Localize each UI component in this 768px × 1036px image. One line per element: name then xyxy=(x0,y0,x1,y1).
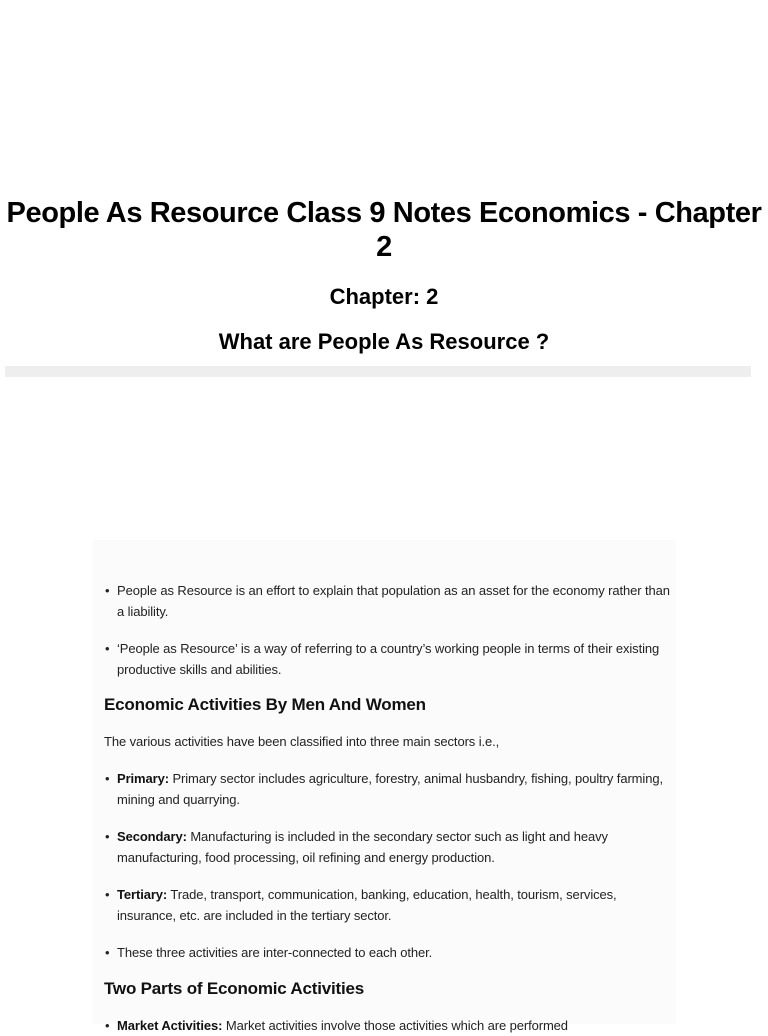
sector-bullet-tertiary xyxy=(105,884,673,926)
question-heading: What are People As Resource ? xyxy=(218,329,550,354)
sector-term: Secondary: xyxy=(117,829,187,844)
sector-bullet-secondary xyxy=(105,826,673,868)
sector-bullet-interconnected: • These three activities are inter-connected to each other. xyxy=(105,942,673,963)
intro-bullet-1: • People as Resource is an effort to explain that population as an asset for the economy rather than a liability. xyxy=(105,580,673,622)
intro-bullet-2: • ‘People as Resource’ is a way of referring to a country’s working people in terms of their existing productive skills and abilities. xyxy=(105,638,673,680)
activity-bullet-market xyxy=(105,1015,673,1036)
sector-description: Primary sector includes agriculture, forestry, animal husbandry, fishing, poultry farming, mining and quarrying. xyxy=(117,771,663,807)
sector-description: Trade, transport, communication, banking, education, health, tourism, services, insurance, etc. are included in the tertiary sector. xyxy=(117,887,617,923)
page-title: People As Resource Class 9 Notes Economics - Chapter 2 xyxy=(6,197,762,263)
sectors-intro-text: The various activities have been classified into three main sectors i.e., xyxy=(104,734,500,749)
activity-term: Market Activities: xyxy=(117,1018,223,1033)
section-heading-two-parts: Two Parts of Economic Activities xyxy=(104,979,364,998)
sector-bullet-primary xyxy=(105,768,673,810)
chapter-label: Chapter: 2 xyxy=(329,284,439,309)
divider-band xyxy=(5,366,751,377)
sector-term: Primary: xyxy=(117,771,169,786)
section-heading-economic-activities: Economic Activities By Men And Women xyxy=(104,695,426,714)
activity-description: Market activities involve those activities which are performed xyxy=(222,1018,568,1033)
notes-content-panel xyxy=(93,540,676,1033)
sector-description: Manufacturing is included in the secondary sector such as light and heavy manufacturing, food processing, oil refining and energy production. xyxy=(117,829,608,865)
sector-term: Tertiary: xyxy=(117,887,168,902)
